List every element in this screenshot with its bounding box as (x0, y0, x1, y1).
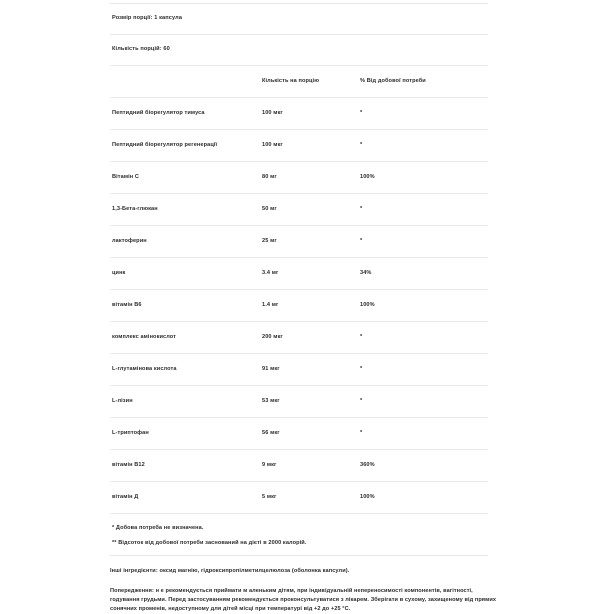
table-row (110, 258, 488, 290)
supplement-facts-panel (110, 3, 497, 614)
cell-daily-value: * (358, 194, 488, 226)
header-amount-per-serving: Кількість на порцію (260, 66, 358, 98)
cell-amount: 50 мг (260, 194, 358, 226)
cell-amount: 5 мкг (260, 482, 358, 514)
cell-daily-value: * (358, 354, 488, 386)
table-row (110, 130, 488, 162)
cell-daily-value: 34% (358, 258, 488, 290)
header-daily-value: % Від добової потреби (358, 66, 488, 98)
table-row (110, 162, 488, 194)
footnote: * Добова потреба не визначена. (112, 525, 204, 531)
cell-ingredient-name: вітамін В12 (110, 450, 260, 482)
table-row (110, 98, 488, 130)
cell-amount: 25 мг (260, 226, 358, 258)
table-row (110, 290, 488, 322)
cell-ingredient-name: комплекс амінокислот (110, 322, 260, 354)
cell-daily-value: 100% (358, 162, 488, 194)
footnote: ** Відсоток від добової потреби заснований на дієті в 2000 калорій. (112, 539, 307, 546)
cell-ingredient-name: L-триптофан (110, 418, 260, 450)
cell-daily-value: * (358, 130, 488, 162)
cell-amount: 9 мкг (260, 450, 358, 482)
footnotes-block (110, 526, 488, 546)
cell-amount: 100 мкг (260, 130, 358, 162)
cell-amount: 1.4 мг (260, 290, 358, 322)
cell-daily-value: 360% (358, 450, 488, 482)
cell-daily-value: * (358, 322, 488, 354)
servings-per-container-label: Кількість порцій: 60 (112, 46, 170, 53)
table-row (110, 450, 488, 482)
table-row (110, 322, 488, 354)
cell-ingredient-name: Пептидний біорегулятор регенерації (110, 130, 260, 162)
cell-ingredient-name: лактоферин (110, 226, 260, 258)
cell-daily-value: * (358, 98, 488, 130)
table-body (110, 98, 488, 514)
servings-per-container-row (110, 34, 488, 65)
serving-size-label: Розмір порції: 1 капсула (112, 15, 183, 22)
cell-ingredient-name: 1,3-Бета-глюкан (110, 194, 260, 226)
other-ingredients-text: Інші інгредієнти: оксид магнію, гідроксипропілметилцелюлоза (оболонка капсули). (110, 568, 350, 575)
table-row (110, 194, 488, 226)
table-row (110, 482, 488, 514)
cell-ingredient-name: L-глутамінова кислота (110, 354, 260, 386)
serving-size-row (110, 3, 488, 34)
footnotes-divider (110, 555, 488, 556)
cell-ingredient-name: Пептидний біорегулятор тимуса (110, 98, 260, 130)
cell-amount: 3.4 мг (260, 258, 358, 290)
cell-daily-value: * (358, 418, 488, 450)
cell-amount: 91 мкг (260, 354, 358, 386)
cell-amount: 80 мг (260, 162, 358, 194)
cell-daily-value: * (358, 386, 488, 418)
cell-amount: 53 мкг (260, 386, 358, 418)
cell-daily-value: 100% (358, 290, 488, 322)
cell-amount: 56 мкг (260, 418, 358, 450)
table-row (110, 418, 488, 450)
cell-ingredient-name: вітамін Д (110, 482, 260, 514)
header-ingredient-name (110, 66, 260, 98)
cell-ingredient-name: L-лізин (110, 386, 260, 418)
table-row (110, 354, 488, 386)
cell-amount: 200 мкг (260, 322, 358, 354)
table-header-row (110, 66, 488, 98)
cell-ingredient-name: цинк (110, 258, 260, 290)
cell-daily-value: 100% (358, 482, 488, 514)
cell-ingredient-name: Вітамін С (110, 162, 260, 194)
supplement-facts-table (110, 65, 488, 514)
cell-ingredient-name: вітамін В6 (110, 290, 260, 322)
warning-text: Попередження: н е рекомендується приймати м аленьким дітям, при індивідуальній непереносимості компонентів, вагітності, годування грудьми. Перед застосуванням рекомендується проконсультуватися з лікарем. Зберігати в сухому, захищеному від прямих сонячних променів, недоступному для дітей місці при температурі від +2 до +25 °С. (110, 587, 497, 612)
cell-daily-value: * (358, 226, 488, 258)
table-row (110, 386, 488, 418)
table-row (110, 226, 488, 258)
cell-amount: 100 мкг (260, 98, 358, 130)
